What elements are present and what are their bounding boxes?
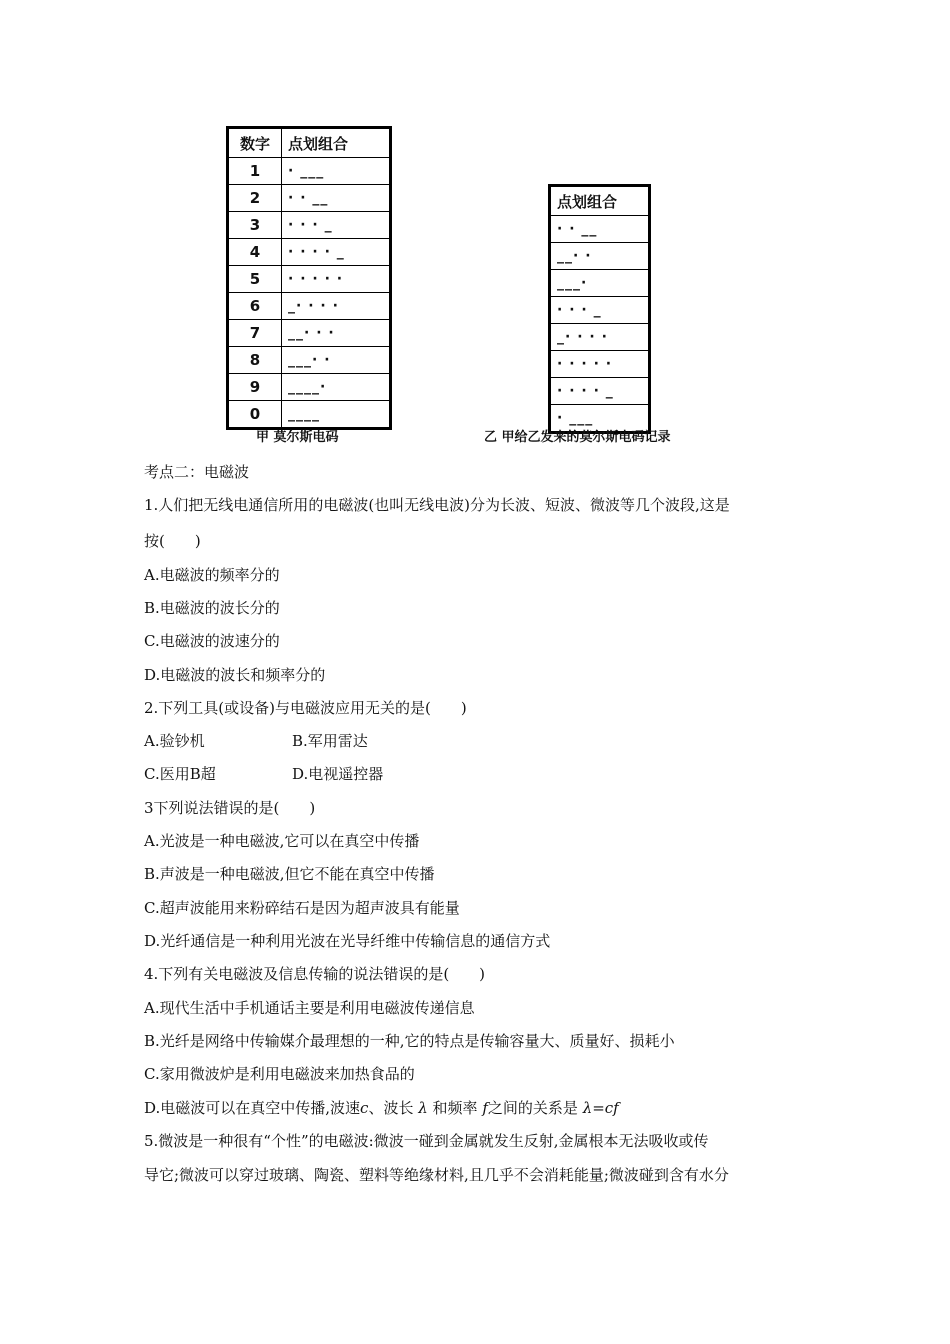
digit-cell: 6 <box>228 293 282 320</box>
table-row <box>228 320 391 347</box>
table-row <box>550 378 650 405</box>
figure-b-caption: 乙 甲给乙发来的莫尔斯电码记录 <box>484 430 671 445</box>
morse-code-table <box>226 126 392 430</box>
digit-cell: 0 <box>228 401 282 429</box>
code-cell: · · · · _ <box>550 378 650 405</box>
table-row <box>228 239 391 266</box>
q4-d-mid3: 之间的关系是 <box>487 1099 578 1117</box>
header-code: 点划组合 <box>550 186 650 216</box>
code-cell: ____· <box>282 374 391 401</box>
q5-line2: 导它;微波可以穿过玻璃、陶瓷、塑料等绝缘材料,且几乎不会消耗能量;微波碰到含有水分 <box>144 1166 729 1184</box>
q1-option-b: B.电磁波的波长分的 <box>144 599 280 617</box>
digit-cell: 4 <box>228 239 282 266</box>
q2-stem: 2.下列工具(或设备)与电磁波应用无关的是( ) <box>144 699 467 717</box>
header-code: 点划组合 <box>282 128 391 158</box>
formula: λ=cf <box>582 1099 619 1117</box>
digit-cell: 9 <box>228 374 282 401</box>
q2-option-b: B.军用雷达 <box>292 732 368 750</box>
digit-cell: 3 <box>228 212 282 239</box>
code-cell: · ___ <box>282 158 391 185</box>
table-row <box>228 401 391 429</box>
code-cell: · · __ <box>550 216 650 243</box>
table-row <box>550 297 650 324</box>
q4-option-b: B.光纤是网络中传输媒介最理想的一种,它的特点是传输容量大、质量好、损耗小 <box>144 1032 675 1050</box>
q3-option-a: A.光波是一种电磁波,它可以在真空中传播 <box>144 832 420 850</box>
q1-option-c: C.电磁波的波速分的 <box>144 632 280 650</box>
q2-option-c: C.医用B超 <box>144 765 216 783</box>
table-row <box>228 293 391 320</box>
table-row <box>550 351 650 378</box>
q4-d-mid2: 和频率 <box>432 1099 478 1117</box>
q1-stem-line1: 1.人们把无线电通信所用的电磁波(也叫无线电波)分为长波、短波、微波等几个波段,这是 <box>144 496 730 514</box>
table-row <box>550 324 650 351</box>
table-row <box>228 185 391 212</box>
code-cell: __· · · <box>282 320 391 347</box>
q1-option-d: D.电磁波的波长和频率分的 <box>144 666 326 684</box>
table-row <box>228 266 391 293</box>
table-row <box>228 347 391 374</box>
table-row <box>228 374 391 401</box>
q1-stem-line2: 按( ) <box>144 532 201 550</box>
q5-line1: 5.微波是一种很有“个性”的电磁波:微波一碰到金属就发生反射,金属根本无法吸收或传 <box>144 1132 709 1150</box>
table-row <box>550 243 650 270</box>
code-cell: · · · · · <box>282 266 391 293</box>
q1-option-a: A.电磁波的频率分的 <box>144 566 280 584</box>
code-cell: · · · _ <box>282 212 391 239</box>
section-title: 考点二：电磁波 <box>144 463 250 481</box>
q4-option-d <box>144 1097 619 1118</box>
code-cell: ___· · <box>282 347 391 374</box>
q4-stem: 4.下列有关电磁波及信息传输的说法错误的是( ) <box>144 965 486 983</box>
code-cell: · · · · _ <box>282 239 391 266</box>
table-row <box>228 212 391 239</box>
digit-cell: 1 <box>228 158 282 185</box>
var-lambda: λ <box>418 1099 428 1117</box>
q3-option-c: C.超声波能用来粉碎结石是因为超声波具有能量 <box>144 899 460 917</box>
code-cell: · · · · · <box>550 351 650 378</box>
code-cell: __· · <box>550 243 650 270</box>
digit-cell: 7 <box>228 320 282 347</box>
digit-cell: 5 <box>228 266 282 293</box>
q2-options-row1 <box>144 730 368 751</box>
table-row <box>550 270 650 297</box>
var-c: c <box>360 1099 369 1117</box>
code-cell: _· · · · <box>282 293 391 320</box>
figure-a-caption: 甲 莫尔斯电码 <box>256 430 339 445</box>
var-f: f <box>482 1099 488 1117</box>
code-cell: ____ <box>282 401 391 429</box>
header-digit: 数字 <box>228 128 282 158</box>
digit-cell: 2 <box>228 185 282 212</box>
q4-option-c: C.家用微波炉是利用电磁波来加热食品的 <box>144 1065 415 1083</box>
table-row <box>550 216 650 243</box>
q4-d-prefix: D.电磁波可以在真空中传播,波速 <box>144 1099 361 1117</box>
code-cell: _· · · · <box>550 324 650 351</box>
q2-option-a: A.验钞机 <box>144 732 205 750</box>
morse-record-table <box>548 184 651 434</box>
q4-option-a: A.现代生活中手机通话主要是利用电磁波传递信息 <box>144 999 475 1017</box>
q2-options-row2 <box>144 763 383 784</box>
q2-option-d: D.电视遥控器 <box>292 765 384 783</box>
q4-d-mid1: 、波长 <box>368 1099 414 1117</box>
code-cell: ___· <box>550 270 650 297</box>
code-cell: · ___ <box>550 405 650 433</box>
q3-stem: 3下列说法错误的是( ) <box>144 799 316 817</box>
q3-option-b: B.声波是一种电磁波,但它不能在真空中传播 <box>144 865 435 883</box>
code-cell: · · · _ <box>550 297 650 324</box>
digit-cell: 8 <box>228 347 282 374</box>
code-cell: · · __ <box>282 185 391 212</box>
table-row <box>228 158 391 185</box>
q3-option-d: D.光纤通信是一种利用光波在光导纤维中传输信息的通信方式 <box>144 932 551 950</box>
